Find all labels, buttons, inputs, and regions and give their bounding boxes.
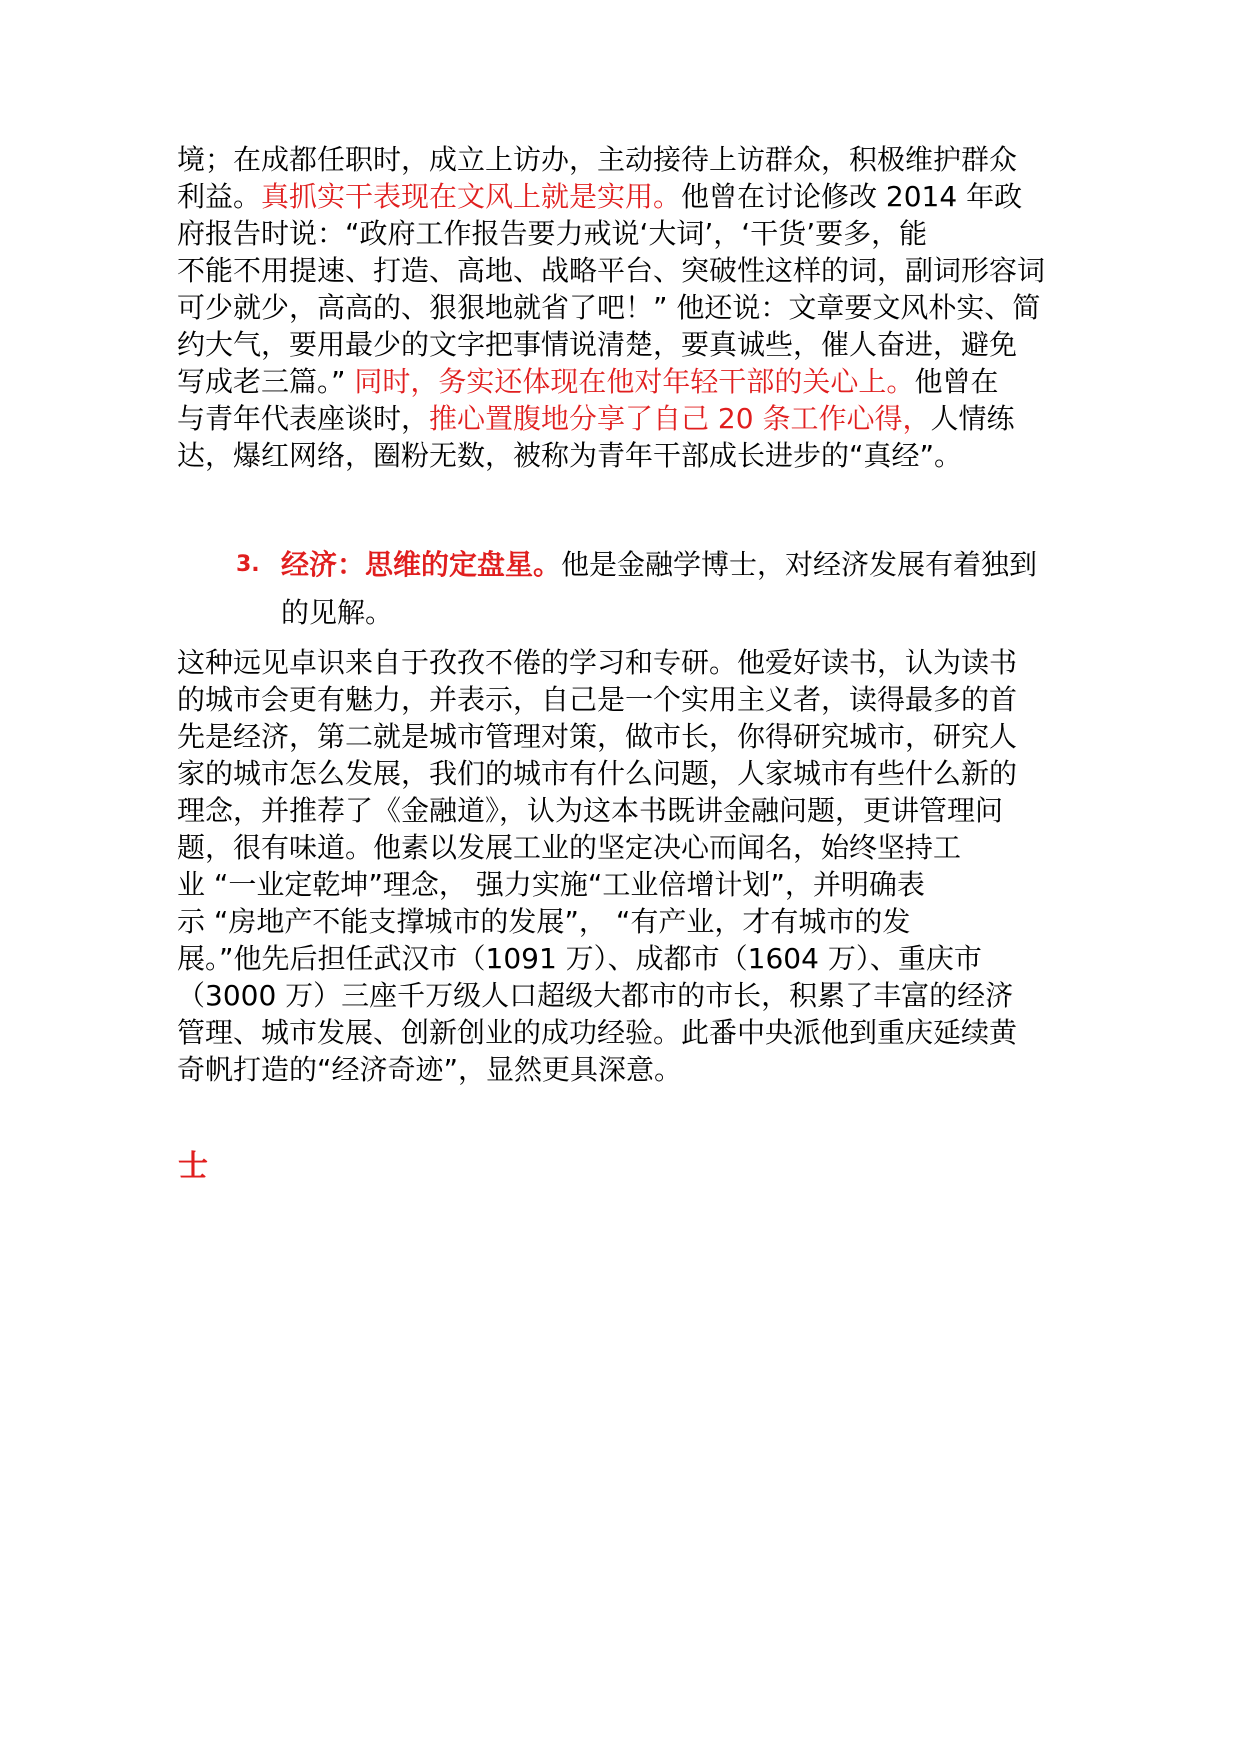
text-line (177, 864, 1077, 905)
highlight-text: 真抓实干表现在文风上就是实用。 (261, 180, 682, 213)
text-span: 展。”他先后担任武汉市（1091 万）、成都市（1604 万）、重庆市 (177, 942, 982, 975)
text-span: 人情练 (930, 402, 1015, 435)
trailing-mark: 士 (178, 1149, 208, 1184)
text-line (177, 398, 1077, 439)
text-line (177, 975, 1077, 1016)
text-span: 家的城市怎么发展，我们的城市有什么问题，人家城市有些什么新的 (177, 757, 1018, 790)
text-span: 境；在成都任职时，成立上访办，主动接待上访群众，积极维护群众 (177, 143, 1018, 176)
text-span: 不能不用提速、打造、高地、战略平台、突破性这样的词，副词形容词 (177, 254, 1046, 287)
text-line (177, 1012, 1077, 1053)
text-line (177, 642, 1077, 683)
list-heading: 经济：思维的定盘星。 (281, 548, 562, 581)
list-item-text: 的见解。 (281, 596, 394, 629)
list-number: 3. (236, 552, 260, 577)
list-item-text: 他是金融学博士，对经济发展有着独到 (561, 548, 1038, 581)
text-line (177, 790, 1077, 831)
text-line (177, 716, 1077, 757)
text-line (177, 361, 1077, 402)
list-item-line-1 (281, 544, 1081, 585)
highlight-text: 同时，务实还体现在他对年轻干部的关心上。 (354, 365, 915, 398)
list-item-line-2 (281, 592, 1081, 633)
text-span: 业 “一业定乾坤”理念， 强力实施“工业倍增计划”，并明确表 (177, 868, 925, 901)
text-line (177, 213, 1077, 254)
text-line (177, 324, 1077, 365)
text-span: 与青年代表座谈时， (177, 402, 430, 435)
text-span: 理念，并推荐了《金融道》，认为这本书既讲金融问题，更讲管理问 (177, 794, 1004, 827)
text-span: 先是经济，第二就是城市管理对策，做市长，你得研究城市，研究人 (177, 720, 1018, 753)
text-span: 他曾在讨论修改 2014 年政 (681, 180, 1023, 213)
text-line (177, 753, 1077, 794)
text-line (177, 901, 1077, 942)
text-line (177, 176, 1077, 217)
text-span: 他曾在 (914, 365, 999, 398)
text-span: 管理、城市发展、创新创业的成功经验。此番中央派他到重庆延续黄 (177, 1016, 1018, 1049)
text-span: 可少就少，高高的、狠狠地就省了吧！” 他还说：文章要文风朴实、简 (177, 291, 1041, 324)
text-line (177, 679, 1077, 720)
text-span: 的城市会更有魅力，并表示，自己是一个实用主义者，读得最多的首 (177, 683, 1018, 716)
text-line (177, 287, 1077, 328)
text-span: 利益。 (177, 180, 262, 213)
text-span: （3000 万）三座千万级人口超级大都市的市长，积累了丰富的经济 (177, 979, 1014, 1012)
text-line (177, 435, 1077, 476)
text-line (177, 250, 1077, 291)
text-line (177, 139, 1077, 180)
text-span: 约大气，要用最少的文字把事情说清楚，要真诚些，催人奋进，避免 (177, 328, 1018, 361)
text-span: 题，很有味道。他素以发展工业的坚定决心而闻名，始终坚持工 (177, 831, 962, 864)
highlight-text: 推心置腹地分享了自己 20 条工作心得， (429, 402, 931, 435)
text-line (177, 938, 1077, 979)
text-line (177, 1049, 1077, 1090)
text-span: 达，爆红网络，圈粉无数，被称为青年干部成长进步的“真经”。 (177, 439, 963, 472)
text-span: 写成老三篇。” (177, 365, 355, 398)
text-span: 奇帆打造的“经济奇迹”，显然更具深意。 (177, 1053, 683, 1086)
text-span: 府报告时说：“政府工作报告要力戒说‘大词’，‘干货’要多，能 (177, 217, 928, 250)
text-span: 示 “房地产不能支撑城市的发展”， “有产业，才有城市的发 (177, 905, 911, 938)
text-span: 这种远见卓识来自于孜孜不倦的学习和专研。他爱好读书，认为读书 (177, 646, 1018, 679)
text-line (177, 827, 1077, 868)
